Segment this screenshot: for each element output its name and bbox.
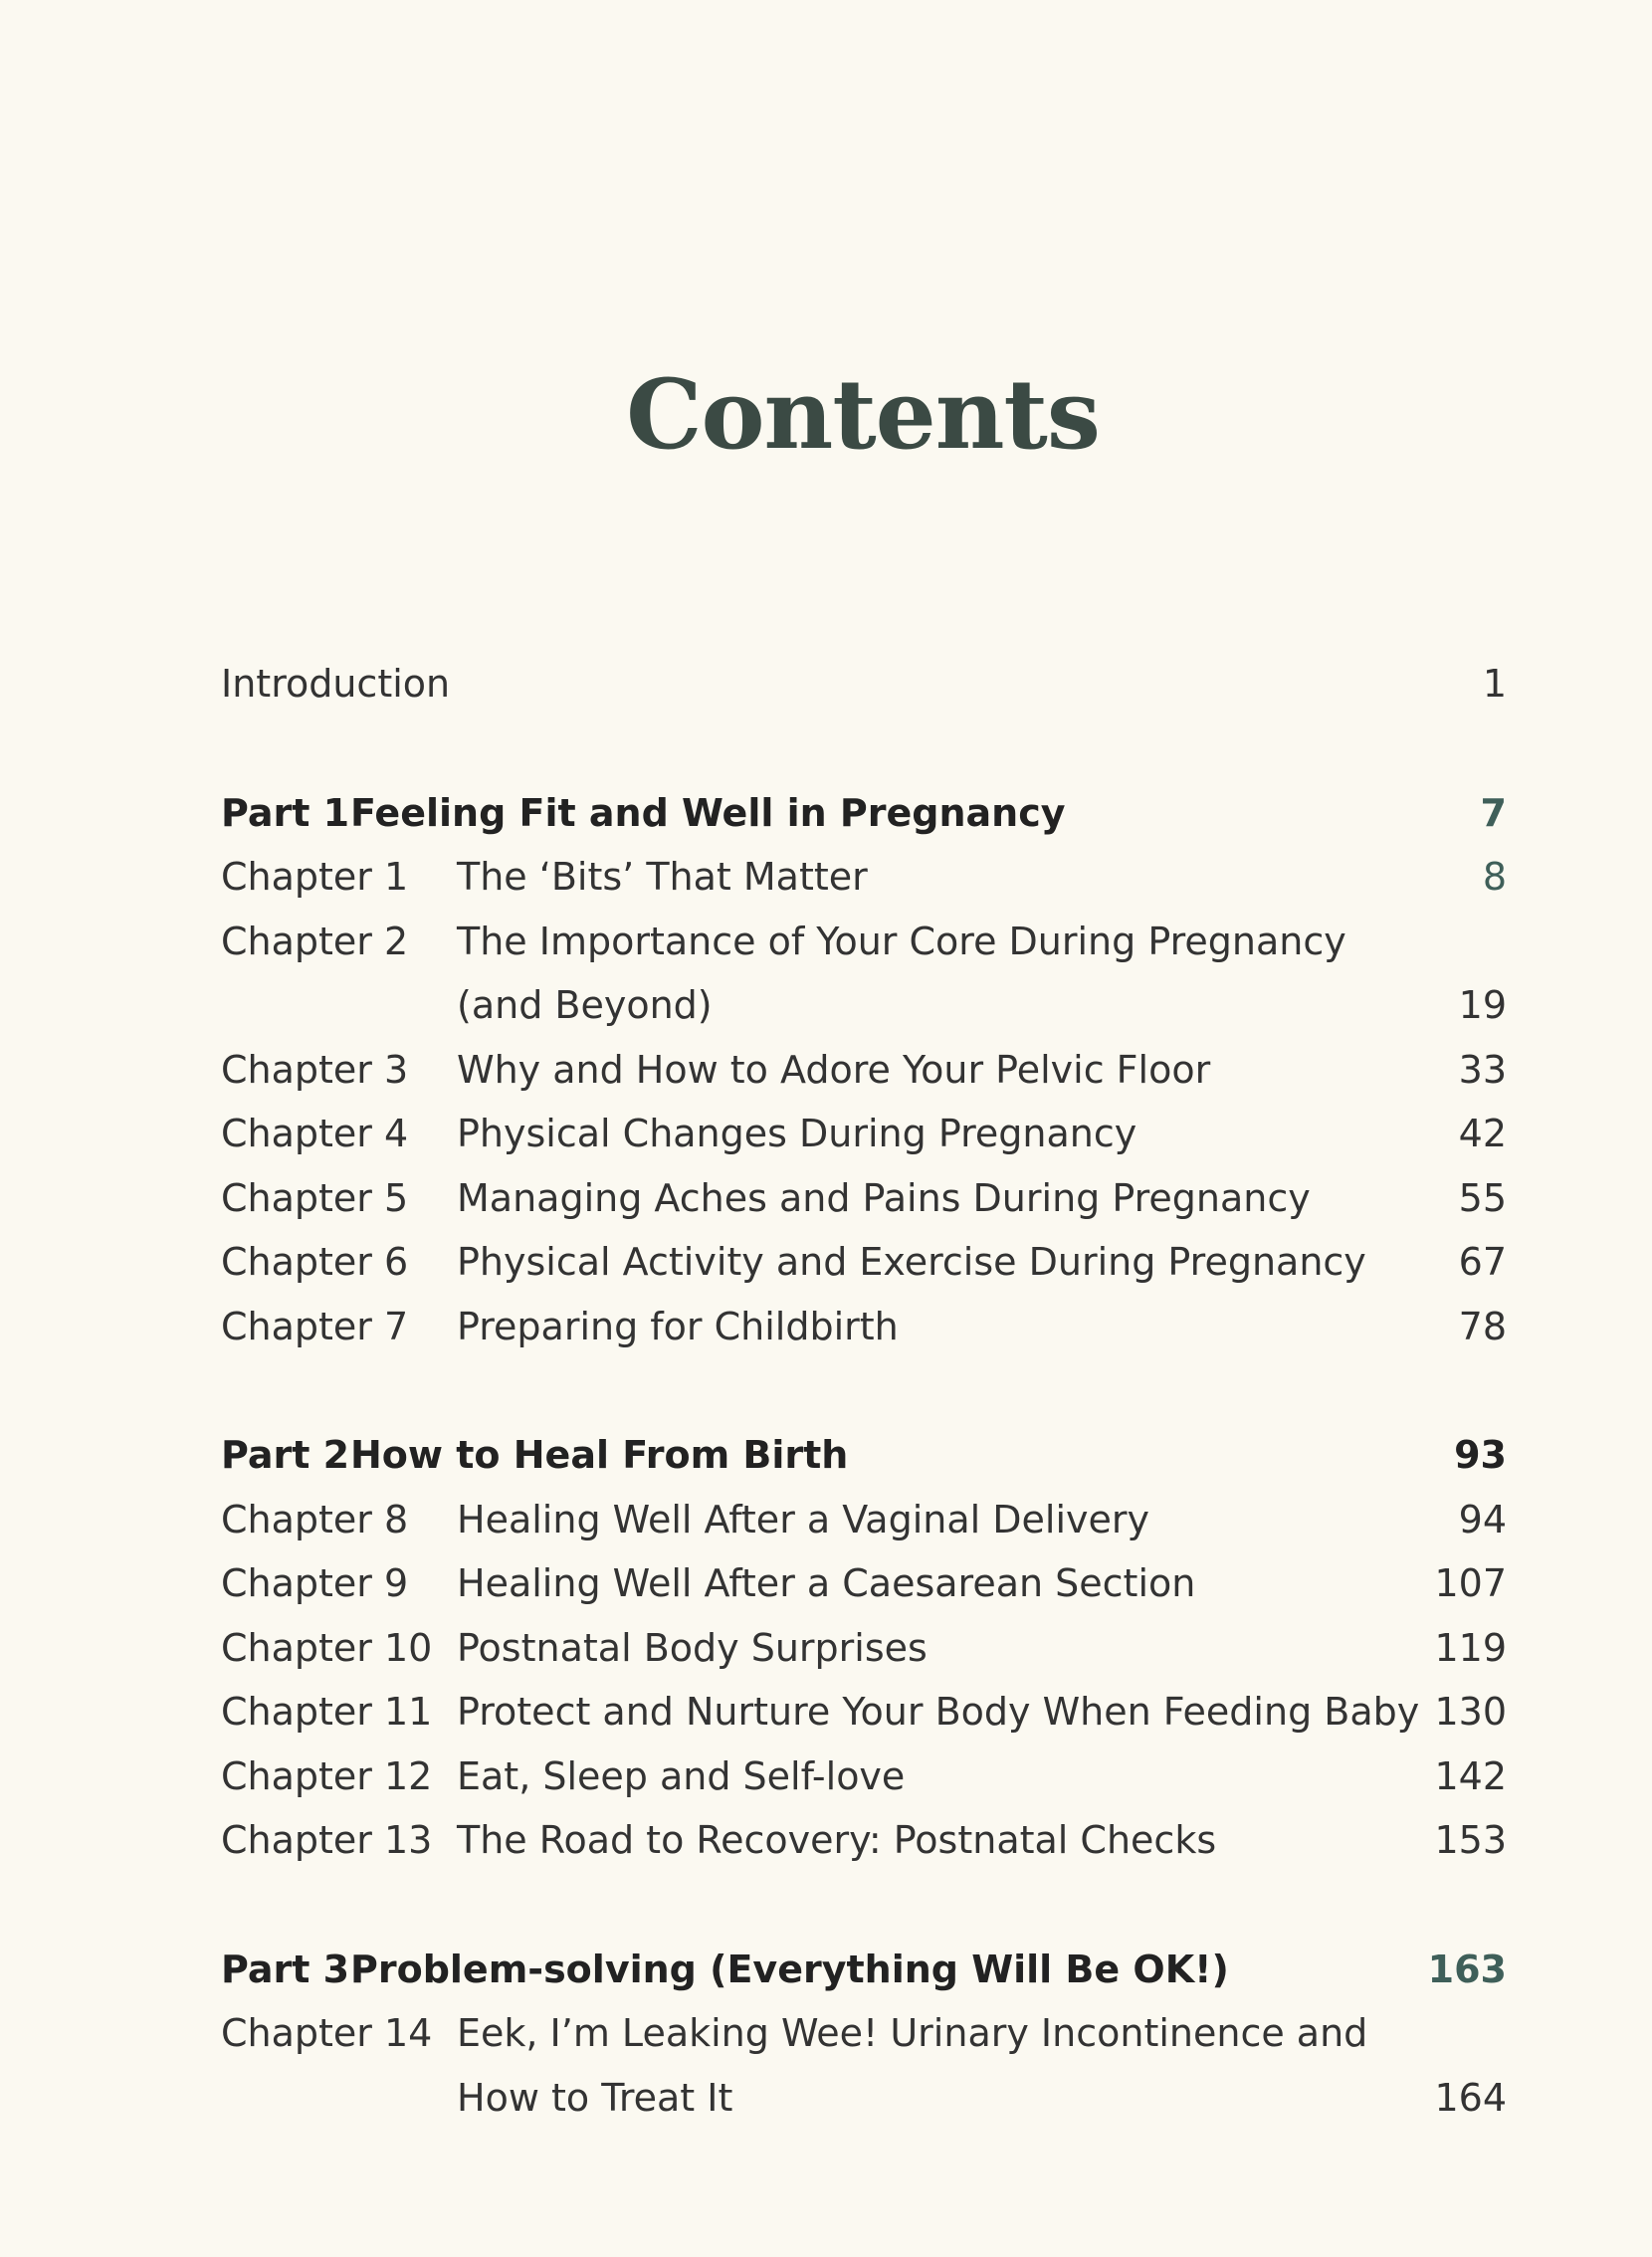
toc-entry-chapter[interactable] bbox=[221, 2066, 1507, 2131]
chapter-label: Chapter 2 bbox=[221, 919, 409, 963]
chapter-page: 8 bbox=[1482, 855, 1507, 899]
chapter-page: 153 bbox=[1434, 1818, 1507, 1862]
chapter-label: Chapter 8 bbox=[221, 1497, 409, 1541]
chapter-label: Chapter 1 bbox=[221, 855, 409, 899]
chapter-page: 142 bbox=[1434, 1753, 1507, 1798]
introduction-page: 1 bbox=[1482, 662, 1507, 706]
chapter-title: Physical Activity and Exercise During Pregnancy bbox=[457, 1240, 1366, 1284]
part-heading[interactable] bbox=[221, 781, 1507, 846]
chapter-page: 107 bbox=[1434, 1561, 1507, 1605]
chapter-page: 130 bbox=[1434, 1690, 1507, 1734]
chapter-title: The Importance of Your Core During Pregnancy bbox=[457, 919, 1346, 963]
chapter-title: Eek, I’m Leaking Wee! Urinary Incontinence and bbox=[457, 2011, 1368, 2055]
section-spacer bbox=[221, 1873, 1507, 1938]
chapter-page: 78 bbox=[1458, 1304, 1507, 1348]
chapter-title: Preparing for Childbirth bbox=[457, 1304, 899, 1348]
chapter-label: Chapter 6 bbox=[221, 1240, 409, 1284]
part-title: How to Heal From Birth bbox=[350, 1433, 849, 1477]
part-label: Part 1 bbox=[221, 790, 350, 835]
chapter-page: 164 bbox=[1434, 2075, 1507, 2120]
toc-entry-chapter[interactable] bbox=[221, 1230, 1507, 1295]
chapter-page: 55 bbox=[1458, 1175, 1507, 1220]
chapter-label: Chapter 12 bbox=[221, 1753, 433, 1798]
part-heading[interactable] bbox=[221, 1423, 1507, 1488]
chapter-page: 67 bbox=[1458, 1240, 1507, 1284]
part-page: 163 bbox=[1427, 1947, 1507, 1991]
toc-entry-introduction[interactable] bbox=[221, 652, 1507, 717]
chapter-page: 94 bbox=[1458, 1497, 1507, 1541]
part-label: Part 2 bbox=[221, 1433, 350, 1477]
chapter-label: Chapter 14 bbox=[221, 2011, 433, 2055]
part-page: 93 bbox=[1454, 1433, 1507, 1477]
chapter-page: 19 bbox=[1458, 983, 1507, 1027]
chapter-title: (and Beyond) bbox=[457, 983, 713, 1027]
chapter-title: Healing Well After a Vaginal Delivery bbox=[457, 1497, 1150, 1541]
chapter-label: Chapter 5 bbox=[221, 1175, 409, 1220]
page-title: Contents bbox=[626, 358, 1100, 471]
part-page: 7 bbox=[1480, 790, 1507, 835]
toc-entry-chapter[interactable] bbox=[221, 1616, 1507, 1681]
toc-entry-chapter[interactable] bbox=[221, 1102, 1507, 1166]
part-heading[interactable] bbox=[221, 1938, 1507, 2002]
chapter-title: The Road to Recovery: Postnatal Checks bbox=[457, 1818, 1217, 1862]
chapter-title: How to Treat It bbox=[457, 2075, 733, 2120]
toc-entry-chapter[interactable] bbox=[221, 1166, 1507, 1231]
toc-entry-chapter[interactable] bbox=[221, 1680, 1507, 1744]
chapter-page: 33 bbox=[1458, 1047, 1507, 1092]
chapter-title: Protect and Nurture Your Body When Feeding Baby bbox=[457, 1690, 1420, 1734]
chapter-page: 119 bbox=[1434, 1625, 1507, 1670]
chapter-label: Chapter 3 bbox=[221, 1047, 409, 1092]
toc-entry-chapter[interactable] bbox=[221, 910, 1507, 974]
parts-list bbox=[221, 717, 1507, 2131]
toc-entry-chapter[interactable] bbox=[221, 1295, 1507, 1359]
chapter-title: Why and How to Adore Your Pelvic Floor bbox=[457, 1047, 1211, 1092]
section-spacer bbox=[221, 1358, 1507, 1423]
chapter-title: Healing Well After a Caesarean Section bbox=[457, 1561, 1196, 1605]
chapter-label: Chapter 9 bbox=[221, 1561, 409, 1605]
chapter-label: Chapter 11 bbox=[221, 1690, 433, 1734]
introduction-title: Introduction bbox=[221, 662, 451, 706]
chapter-page: 42 bbox=[1458, 1112, 1507, 1155]
part-title: Feeling Fit and Well in Pregnancy bbox=[350, 790, 1066, 835]
toc-entry-chapter[interactable] bbox=[221, 1744, 1507, 1809]
toc-entry-chapter[interactable] bbox=[221, 973, 1507, 1038]
chapter-title: The ‘Bits’ That Matter bbox=[457, 855, 868, 899]
section-spacer bbox=[221, 717, 1507, 781]
part-label: Part 3 bbox=[221, 1947, 350, 1991]
toc-entry-chapter[interactable] bbox=[221, 1038, 1507, 1103]
chapter-label: Chapter 10 bbox=[221, 1625, 433, 1670]
chapter-title: Managing Aches and Pains During Pregnancy bbox=[457, 1175, 1311, 1220]
chapter-label: Chapter 7 bbox=[221, 1304, 409, 1348]
chapter-title: Postnatal Body Surprises bbox=[457, 1625, 928, 1670]
toc-entry-chapter[interactable] bbox=[221, 1808, 1507, 1873]
toc-entry-chapter[interactable] bbox=[221, 845, 1507, 910]
toc-entry-chapter[interactable] bbox=[221, 1488, 1507, 1552]
table-of-contents bbox=[221, 652, 1507, 2130]
chapter-label: Chapter 4 bbox=[221, 1112, 409, 1155]
chapter-title: Physical Changes During Pregnancy bbox=[457, 1112, 1137, 1155]
part-title: Problem-solving (Everything Will Be OK!) bbox=[350, 1947, 1229, 1991]
chapter-title: Eat, Sleep and Self-love bbox=[457, 1753, 906, 1798]
toc-entry-chapter[interactable] bbox=[221, 1551, 1507, 1616]
toc-entry-chapter[interactable] bbox=[221, 2001, 1507, 2066]
chapter-label: Chapter 13 bbox=[221, 1818, 433, 1862]
